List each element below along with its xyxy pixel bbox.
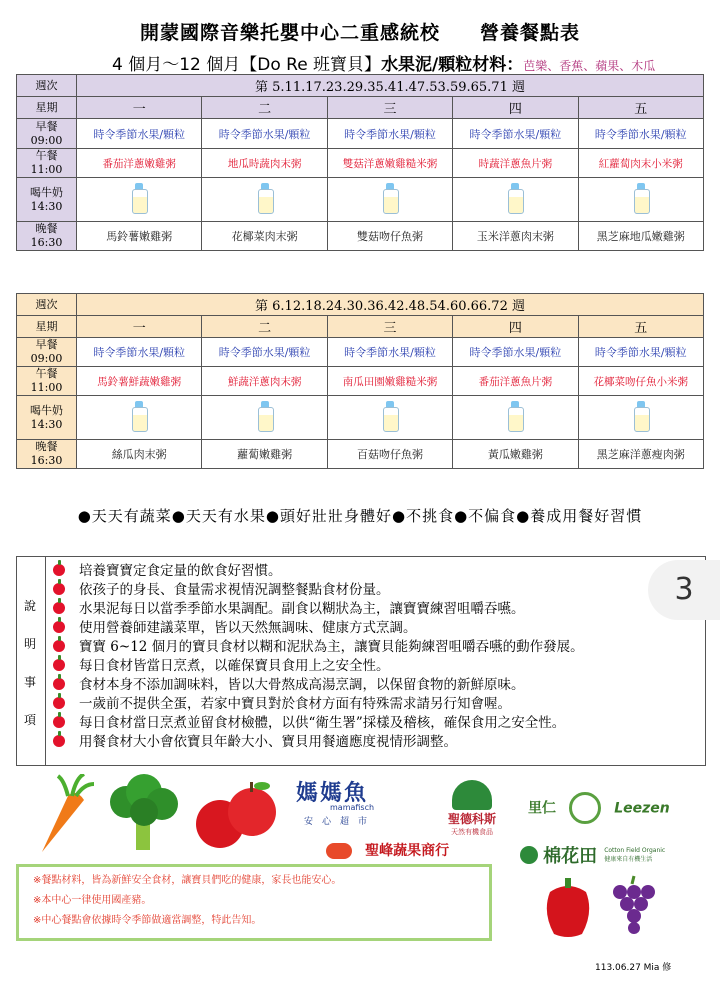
note-item: 一歲前不提供全蛋，若家中寶貝對於食材方面有特殊需求請另行知會喔。 (53, 692, 511, 712)
dinner-cell: 黑芝麻地瓜嫩雞粥 (578, 222, 703, 251)
dinner-cell: 絲瓜肉末粥 (77, 440, 202, 469)
breakfast-cell: 時令季節水果/顆粒 (327, 119, 452, 149)
milk-bottle-icon (202, 178, 327, 222)
breakfast-cell: 時令季節水果/顆粒 (453, 119, 578, 149)
note-item: 水果泥每日以當季季節水果調配。副食以糊狀為主，讓寶寶練習咀嚼吞嚥。 (53, 597, 525, 617)
breakfast-label: 早餐 09:00 (17, 338, 77, 367)
dinner-label: 晚餐 16:30 (17, 222, 77, 251)
day-header: 五 (578, 97, 703, 119)
day-header: 四 (453, 97, 578, 119)
lunch-cell: 馬鈴薯鮮蔬嫩雞粥 (77, 367, 202, 396)
lunch-cell: 花椰菜吻仔魚小米粥 (578, 367, 703, 396)
lunch-cell: 雙菇洋蔥嫩雞糙米粥 (327, 149, 452, 178)
day-header: 四 (453, 316, 578, 338)
disclaimer-box (16, 864, 492, 941)
age-range: 4 個月～12 個月【Do Re 班寶貝】 (112, 55, 382, 75)
dinner-cell: 百菇吻仔魚粥 (327, 440, 452, 469)
shengfeng-logo: 聖峰蔬果商行 (326, 840, 492, 866)
dinner-cell: 雙菇吻仔魚粥 (327, 222, 452, 251)
breakfast-cell: 時令季節水果/顆粒 (202, 119, 327, 149)
apple-bullet-icon (53, 735, 65, 747)
apples-icon (192, 776, 282, 852)
disclaimer-line: ※本中心一律使用國產豬。 (33, 895, 152, 906)
fruit-list: 芭樂、香蕉、蘋果、木瓜 (523, 59, 656, 73)
milk-bottle-icon (77, 178, 202, 222)
note-item: 用餐食材大小會依寶貝年齡大小、寶貝用餐適應度視情形調整。 (53, 730, 457, 750)
week-label: 週次 (17, 75, 77, 97)
revision-note: 113.06.27 Mia 修 (595, 963, 672, 973)
breakfast-cell: 時令季節水果/顆粒 (578, 119, 703, 149)
lunch-cell: 時蔬洋蔥魚片粥 (453, 149, 578, 178)
dinner-cell: 花椰菜肉末粥 (202, 222, 327, 251)
week-numbers: 第 5.11.17.23.29.35.41.47.53.59.65.71 週 (77, 75, 704, 97)
breakfast-cell: 時令季節水果/顆粒 (77, 338, 202, 367)
day-label: 星期 (17, 97, 77, 119)
milk-label: 喝牛奶 14:30 (17, 396, 77, 440)
material-label: 水果泥/顆粒材料： (381, 55, 524, 75)
day-header: 一 (77, 97, 202, 119)
note-item: 每日食材皆當日烹煮，以確保寶貝食用上之安全性。 (53, 654, 390, 674)
milk-bottle-icon (453, 396, 578, 440)
apple-bullet-icon (53, 583, 65, 595)
page-title: 開蒙國際音樂托嬰中心二重感統校 營養餐點表 (139, 22, 580, 44)
notes-box (16, 556, 706, 766)
breakfast-label: 早餐 09:00 (17, 119, 77, 149)
breakfast-cell: 時令季節水果/顆粒 (453, 338, 578, 367)
dinner-cell: 黃瓜嫩雞粥 (453, 440, 578, 469)
slogan: ●天天有蔬菜●天天有水果●頭好壯壯身體好●不挑食●不偏食●養成用餐好習慣 (77, 507, 643, 525)
milk-bottle-icon (578, 396, 703, 440)
apple-bullet-icon (53, 716, 65, 728)
dinner-cell: 黑芝麻洋蔥瘦肉粥 (578, 440, 703, 469)
milk-bottle-icon (327, 178, 452, 222)
dinner-label: 晚餐 16:30 (17, 440, 77, 469)
milk-label: 喝牛奶 14:30 (17, 178, 77, 222)
apple-bullet-icon (53, 678, 65, 690)
mama-fish-logo: 媽媽魚 mamafisch 安 心 超 市 (296, 781, 375, 827)
note-item: 食材本身不添加調味料，皆以大骨熬成高湯烹調，以保留食物的新鮮原味。 (53, 673, 525, 693)
day-header: 五 (578, 316, 703, 338)
milk-bottle-icon (202, 396, 327, 440)
week-numbers: 第 6.12.18.24.30.36.42.48.54.60.66.72 週 (77, 294, 704, 316)
day-label: 星期 (17, 316, 77, 338)
day-header: 三 (327, 97, 452, 119)
breakfast-cell: 時令季節水果/顆粒 (578, 338, 703, 367)
note-item: 每日食材當日烹煮並留食材檢體，以供“衛生署”採樣及稽核，確保食用之安全性。 (53, 711, 565, 731)
lunch-cell: 番茄洋蔥魚片粥 (453, 367, 578, 396)
apple-bullet-icon (53, 640, 65, 652)
day-header: 二 (202, 316, 327, 338)
day-header: 一 (77, 316, 202, 338)
breakfast-cell: 時令季節水果/顆粒 (202, 338, 327, 367)
apple-bullet-icon (53, 697, 65, 709)
day-header: 二 (202, 97, 327, 119)
lunch-label: 午餐 11:00 (17, 367, 77, 396)
lunch-cell: 鮮蔬洋蔥肉末粥 (202, 367, 327, 396)
subtitle (112, 50, 655, 75)
apple-bullet-icon (53, 621, 65, 633)
dinner-cell: 馬鈴薯嫩雞粥 (77, 222, 202, 251)
broccoli-icon (104, 772, 184, 852)
breakfast-cell: 時令季節水果/顆粒 (327, 338, 452, 367)
note-item: 培養寶寶定食定量的飲食好習慣。 (53, 559, 282, 579)
disclaimer-line: ※中心餐點會依據時令季節做適當調整，特此告知。 (33, 915, 262, 926)
milk-bottle-icon (327, 396, 452, 440)
breakfast-cell: 時令季節水果/顆粒 (77, 119, 202, 149)
apple-bullet-icon (53, 564, 65, 576)
week-label: 週次 (17, 294, 77, 316)
milk-bottle-icon (77, 396, 202, 440)
lunch-cell: 紅蘿蔔肉末小米粥 (578, 149, 703, 178)
santa-cruz-logo: 聖德科斯 天然有機食品 (440, 780, 504, 836)
day-header: 三 (327, 316, 452, 338)
lunch-cell: 南瓜田園嫩雞糙米粥 (327, 367, 452, 396)
note-item: 依孩子的身長、食量需求視情況調整餐點食材份量。 (53, 578, 390, 598)
cotton-field-logo: 棉花田 Cotton Field Organic 健康來自有機生活 (520, 842, 710, 872)
page-number: 3 (648, 560, 720, 620)
milk-bottle-icon (453, 178, 578, 222)
grapes-icon (602, 872, 662, 936)
menu-table-2 (16, 293, 704, 469)
note-item: 使用營養師建議菜單，皆以天然無調味、健康方式烹調。 (53, 616, 417, 636)
leezen-logo: 里仁 Leezen (528, 792, 688, 832)
menu-table-1 (16, 74, 704, 251)
bell-pepper-icon (540, 876, 596, 940)
note-item: 寶寶 6~12 個月的寶貝食材以糊和泥狀為主，讓寶貝能夠練習咀嚼吞嚥的動作發展。 (53, 635, 584, 655)
dinner-cell: 蘿蔔嫩雞粥 (202, 440, 327, 469)
lunch-label: 午餐 11:00 (17, 149, 77, 178)
lunch-cell: 番茄洋蔥嫩雞粥 (77, 149, 202, 178)
apple-bullet-icon (53, 659, 65, 671)
notes-title: 說 明 事 項 (17, 557, 46, 765)
apple-bullet-icon (53, 602, 65, 614)
lunch-cell: 地瓜時蔬肉末粥 (202, 149, 327, 178)
carrot-icon (28, 774, 98, 854)
milk-bottle-icon (578, 178, 703, 222)
disclaimer-line: ※餐點材料，皆為新鮮安全食材，讓寶貝們吃的健康，家長也能安心。 (33, 875, 342, 886)
dinner-cell: 玉米洋蔥肉末粥 (453, 222, 578, 251)
